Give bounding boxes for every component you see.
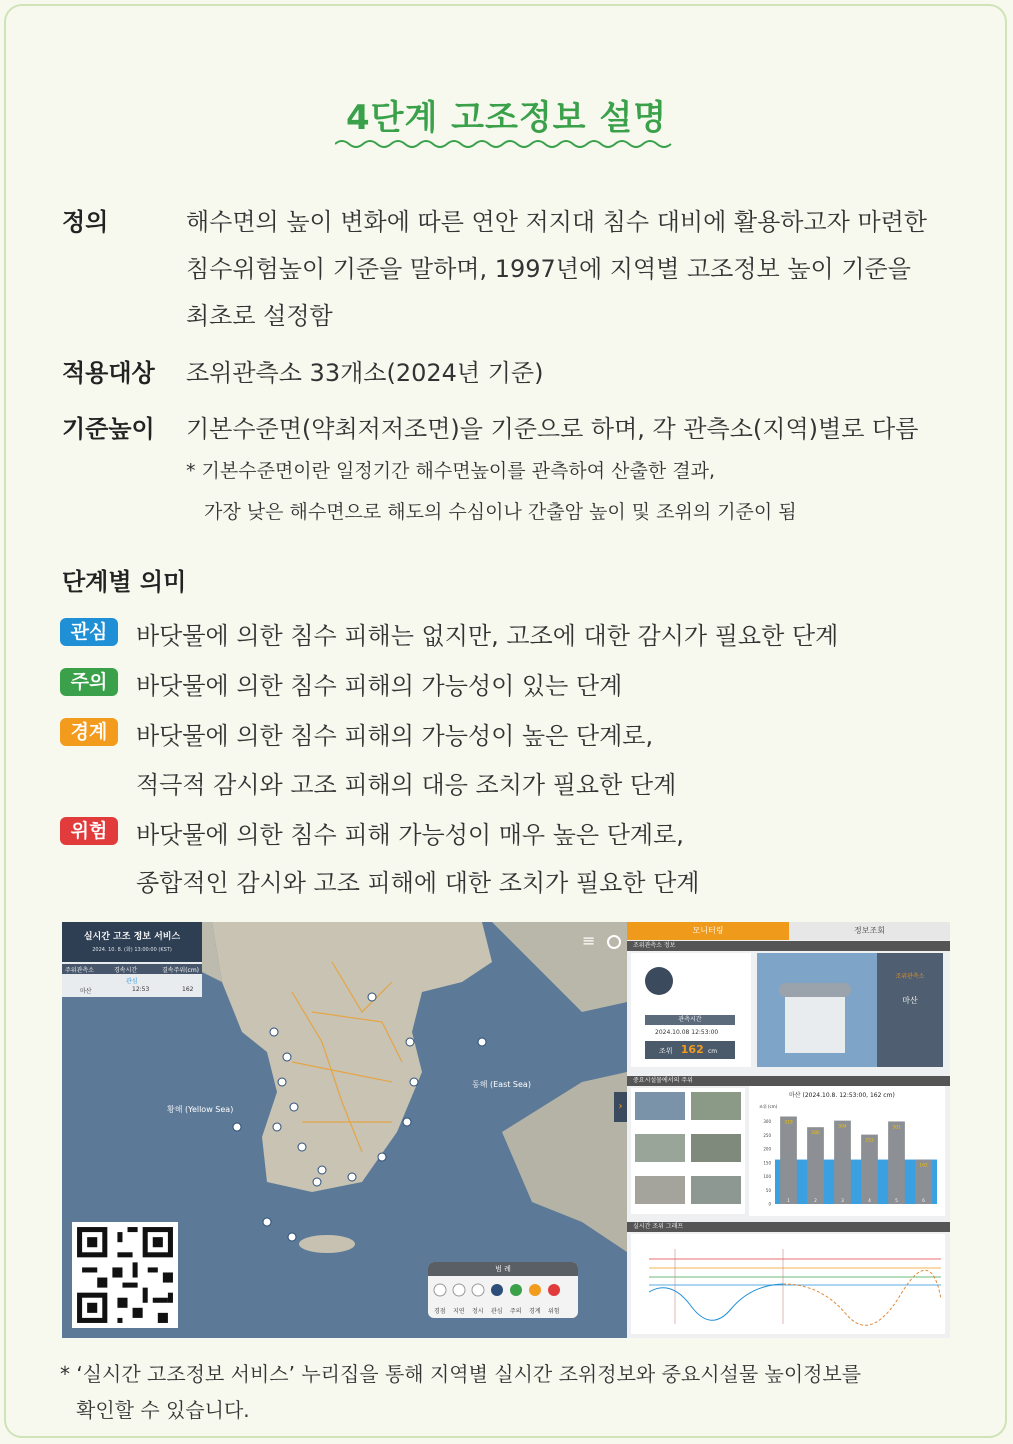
table-value: 162 [182, 986, 194, 993]
qr-code[interactable] [72, 1222, 178, 1328]
footnote-line-1: * ‘실시간 고조정보 서비스’ 누리집을 통해 지역별 실시간 조위정보와 중요시설물 높이정보를 [60, 1362, 862, 1386]
bar-3 [834, 1121, 851, 1204]
service-screenshot [62, 922, 950, 1338]
legend-item-0: 경점 [434, 1308, 446, 1315]
station-header: 조위관측소 정보 [627, 941, 950, 951]
legend-item-1: 지연 [453, 1308, 465, 1315]
level-wiheom-line-1: 바닷물에 의한 침수 피해 가능성이 매우 높은 단계로, [136, 821, 684, 849]
scope-label: 적용대상 [62, 359, 155, 387]
legend [428, 1262, 578, 1318]
station-badge-box [877, 953, 943, 1067]
panel-toggle-chevron-icon[interactable]: › [614, 1092, 627, 1122]
bar-1 [780, 1117, 797, 1204]
x-tick-label: 4 [868, 1198, 871, 1203]
baseline-label: 기준높이 [62, 415, 155, 443]
obs-time-label: 관측시간 [645, 1015, 735, 1025]
legend-item-4: 주의 [510, 1308, 522, 1315]
chart-title: 마산 (2024.10.8. 12:53:00, 162 cm) [789, 1092, 895, 1099]
table-status: 관심 [126, 978, 138, 985]
level-gyeonggye-line-1: 바닷물에 의한 침수 피해의 가능성이 높은 단계로, [136, 722, 654, 750]
y-tick-label: 50 [765, 1187, 771, 1193]
level-gyeonggye-line-2: 적극적 감시와 고조 피해의 대응 조치가 필요한 단계 [136, 771, 677, 799]
service-info-box [62, 922, 202, 997]
table-station: 마산 [80, 988, 92, 995]
bar-5 [888, 1121, 905, 1204]
table-header-1: 주위관측소 [65, 967, 94, 974]
chart-ylabel: 조위 (cm) [759, 1104, 778, 1109]
map-label-yellow-sea: 황해 (Yellow Sea) [167, 1105, 234, 1114]
facility-photos [631, 1088, 745, 1214]
levels-title: 단계별 의미 [62, 568, 187, 596]
graph-header: 실시간 조위 그래프 [627, 1222, 950, 1232]
y-tick-label: 250 [763, 1132, 771, 1138]
bar-value-label: 280 [811, 1131, 820, 1137]
y-tick-label: 300 [763, 1119, 771, 1125]
bar-value-label: 253 [865, 1138, 874, 1144]
obs-time: 2024.10.08 12:53:00 [655, 1029, 719, 1036]
page-title: 4단계 고조정보 설명 [345, 98, 668, 138]
x-tick-label: 5 [895, 1198, 898, 1203]
tab-monitoring[interactable]: 모니터링 [627, 922, 789, 940]
tide-value: 162 [680, 1043, 704, 1056]
y-tick-label: 150 [763, 1160, 771, 1166]
service-date: 2024. 10. 8. (화) 13:00:00 (KST) [92, 947, 172, 953]
legend-item-6: 위험 [548, 1308, 560, 1315]
tide-line-graph [631, 1234, 945, 1334]
badge-gyeonggye: 경계 [60, 718, 118, 746]
baseline-note-1: * 기본수준면이란 일정기간 해수면높이를 관측하여 산출한 결과, [186, 460, 715, 482]
level-juui-line-1: 바닷물에 의한 침수 피해의 가능성이 있는 단계 [136, 672, 623, 700]
y-tick-label: 200 [763, 1146, 771, 1152]
wave-underline [335, 138, 678, 150]
table-header-3: 결속주위(cm) [162, 967, 200, 974]
station-summary [631, 953, 751, 1067]
station-photo [757, 953, 877, 1067]
bar-chart [749, 1086, 945, 1216]
definition-line-2: 침수위험높이 기준을 말하며, 1997년에 지역별 고조정보 높이 기준을 [186, 255, 911, 283]
wave-icon [645, 967, 673, 995]
facility-header: 중요시설물에서의 주위 [627, 1076, 950, 1086]
baseline-text: 기본수준면(약최저저조면)을 기준으로 하며, 각 관측소(지역)별로 다름 [186, 415, 919, 443]
menu-icon[interactable]: ≡ [582, 931, 596, 950]
table-header-2: 경속시간 [114, 967, 138, 974]
water-level-band [775, 1160, 937, 1204]
table-time: 12:53 [132, 986, 150, 993]
tide-graph [631, 1234, 945, 1334]
definition-line-1: 해수면의 높이 변화에 따른 연안 저지대 침수 대비에 활용하고자 마련한 [186, 208, 927, 236]
x-tick-label: 1 [787, 1198, 790, 1203]
tide-label: 조위 [659, 1047, 673, 1055]
definition-line-3: 최초로 설정함 [186, 302, 333, 330]
x-tick-label: 2 [814, 1198, 817, 1203]
bar-value-label: 301 [892, 1125, 901, 1131]
station-name: 마산 [902, 996, 918, 1005]
tide-unit: cm [707, 1048, 718, 1055]
legend-item-5: 경계 [529, 1308, 541, 1315]
badge-gwansim: 관심 [60, 618, 118, 646]
bar-value-label: 162 [919, 1163, 928, 1169]
x-tick-label: 3 [841, 1198, 844, 1203]
station-label: 조위관측소 [895, 973, 925, 980]
baseline-note-2: 가장 낮은 해수면으로 해도의 수심이나 간출암 높이 및 조위의 기준이 됨 [204, 501, 797, 523]
definition-label: 정의 [62, 208, 109, 236]
tide-readout [645, 1041, 735, 1059]
bar-value-label: 304 [838, 1124, 847, 1130]
bar-2 [807, 1127, 824, 1204]
bar-value-label: 319 [784, 1120, 793, 1126]
badge-juui: 주의 [60, 668, 118, 696]
legend-title: 범 례 [428, 1262, 578, 1276]
y-tick-label: 100 [763, 1174, 771, 1180]
facility-chart [749, 1086, 945, 1216]
level-gwansim-line-1: 바닷물에 의한 침수 피해는 없지만, 고조에 대한 감시가 필요한 단계 [136, 622, 839, 650]
scope-text: 조위관측소 33개소(2024년 기준) [186, 359, 544, 387]
tab-info[interactable]: 정보조회 [789, 922, 950, 940]
legend-item-2: 정시 [472, 1308, 484, 1315]
bar-4 [861, 1135, 878, 1204]
legend-item-3: 관심 [491, 1308, 503, 1315]
service-title: 실시간 고조 정보 서비스 [83, 932, 181, 942]
monitoring-panel [627, 922, 950, 1338]
badge-wiheom: 위험 [60, 817, 118, 845]
y-tick-label: 0 [768, 1201, 771, 1207]
map-label-east-sea: 동해 (East Sea) [472, 1080, 531, 1089]
footnote-line-2: 확인할 수 있습니다. [76, 1398, 250, 1422]
x-tick-label: 6 [922, 1198, 925, 1203]
level-wiheom-line-2: 종합적인 감시와 고조 피해에 대한 조치가 필요한 단계 [136, 869, 700, 897]
qr-code-graphic [72, 1222, 178, 1328]
